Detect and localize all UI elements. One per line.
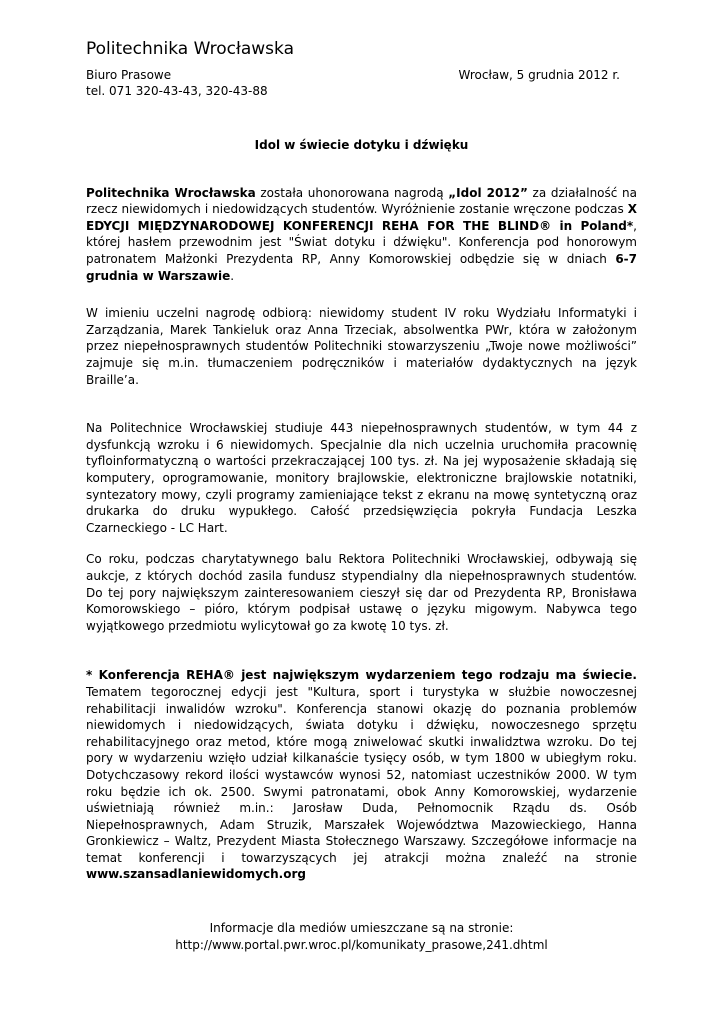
press-release-page <box>86 40 637 954</box>
paragraph-recipients: W imieniu uczelni nagrodę odbiorą: niewidomy student IV roku Wydziału Informatyki i Zarządzania, Marek Tankieluk oraz Anna Trzeciak, absolwentka PWr, która w założonym przez niepełnosprawnych studentów Politechniki stowarzyszeniu „Twoje nowe możliwości” zajmuje się m.in. tłumaczeniem podręczników i materiałów dydaktycznych na język Braille’a. <box>86 306 637 387</box>
text: . <box>230 268 235 283</box>
text: została uhonorowana nagrodą <box>255 185 449 200</box>
bold-conference-note: * Konferencja REHA® jest największym wydarzeniem tego rodzaju ma świecie. <box>86 668 637 683</box>
text: za działalność na rzecz niewidomych i niedowidzących studentów. Wyróżnienie zostanie wręczone podczas <box>86 185 637 217</box>
footer <box>86 920 637 954</box>
bold-dates: 6-7 grudnia w Warszawie <box>86 252 637 283</box>
place-date: Wrocław, 5 grudnia 2012 r. <box>458 67 620 82</box>
department-name: Biuro Prasowe <box>86 67 172 82</box>
paragraph-students: Na Politechnice Wrocławskiej studiuje 443 niepełnosprawnych studentów, w tym 44 z dysfunkcją wzroku i 6 niewidomych. Specjalnie dla nich uczelnia uruchomiła pracownię tyfloinformatyczną o wartości przekraczającej 100 tys. zł. Na jej wyposażenie składają się komputery, oprogramowanie, monitory brajlowskie, elektroniczne brajlowskie notatniki, syntezatory mowy, czyli programy zamieniające tekst z ekranu na mowę syntetyczną oraz drukarka do druku wypukłego. Całość przedsięwzięcia pokryła Fundacja Leszka Czarneckiego - LC Hart. <box>86 421 637 535</box>
paragraph-charity-ball: Co roku, podczas charytatywnego balu Rektora Politechniki Wrocławskiej, odbywają się aukcje, z których dochód zasila fundusz stypendialny dla niepełnosprawnych studentów. Do tej pory największym zainteresowaniem cieszył się dar od Prezydenta RP, Bronisława Komorowskiego – pióro, którym podpisał ustawę o języku migowym. Nabywca tego wyjątkowego przedmiotu wylicytował go za kwotę 10 tys. zł. <box>86 552 637 633</box>
bold-award: „Idol 2012” <box>448 185 528 200</box>
text: , której hasłem przewodnim jest "Świat dotyku i dźwięku". Konferencja pod honorowym patronatem Małżonki Prezydenta RP, Anny Komorowskiej odbędzie się w dniach <box>86 218 637 267</box>
paragraph-conference-note <box>86 667 637 883</box>
headline: Idol w świecie dotyku i dźwięku <box>254 137 469 152</box>
footer-url[interactable]: http://www.portal.pwr.wroc.pl/komunikaty_prasowe,241.dhtml <box>175 938 548 953</box>
organization-name: Politechnika Wrocławska <box>86 39 294 59</box>
footer-line: Informacje dla mediów umieszczane są na stronie: <box>209 921 514 936</box>
phone-numbers: tel. 071 320-43-43, 320-43-88 <box>86 83 268 98</box>
paragraph-award <box>86 185 637 285</box>
bold-conference: X EDYCJI MIĘDZYNARODOWEJ KONFERENCJI REHA FOR THE BLIND® in Poland* <box>86 202 637 233</box>
text: Tematem tegorocznej edycji jest "Kultura, sport i turystyka w służbie nowoczesnej rehabilitacji inwalidów wzroku". Konferencja stanowi okazję do poznania problemów niewidomych i niedowidzących, świata dotyku i dźwięku, nowoczesnego sprzętu rehabilitacyjnego oraz metod, które mogą zniwelować skutki inwalidztwa wzroku. Do tej pory w wydarzeniu wzięło udział kilkanaście tysięcy osób, w tym 1800 w ubiegłym roku. Dotychczasowy rekord ilości wystawców wynosi 52, natomiast uczestników 2000. W tym roku będzie ich ok. 2500. Swymi patronatami, obok Anny Komorowskiej, wydarzenie uświetniają również m.in.: Jarosław Duda, Pełnomocnik Rządu ds. Osób Niepełnosprawnych, Adam Struzik, Marszałek Województwa Mazowieckiego, Hanna Gronkiewicz – Waltz, Prezydent Miasta Stołecznego Warszawy. Szczegółowe informacje na temat konferencji i towarzyszących jej atrakcji można znaleźć na stronie <box>86 684 637 865</box>
bold-university: Politechnika Wrocławska <box>86 185 256 200</box>
header-row <box>86 67 620 83</box>
website-link[interactable]: www.szansadlaniewidomych.org <box>86 867 306 882</box>
